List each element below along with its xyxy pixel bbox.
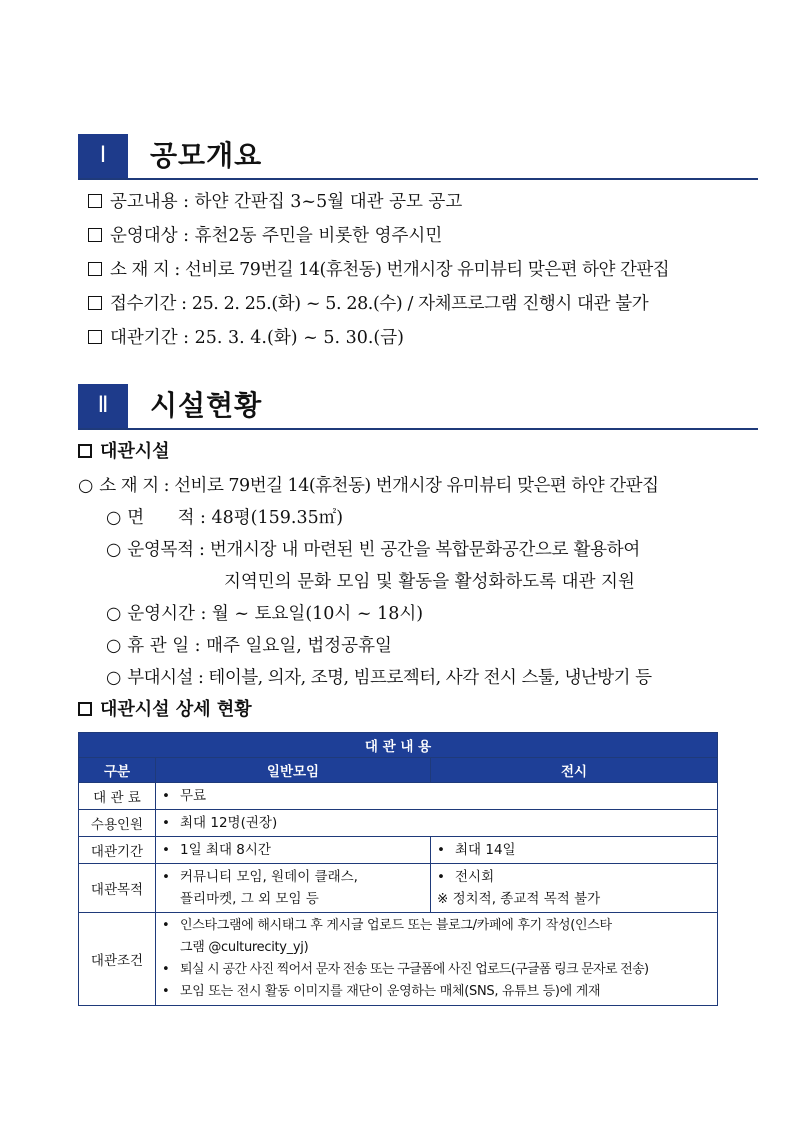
row-label-period: 대관기간 (79, 837, 156, 864)
facility-amenities: ○ 부대시설 : 테이블, 의자, 조명, 빔프로젝터, 사각 전시 스툴, 냉난방기 등 (106, 668, 652, 688)
checkbox-square-icon (88, 194, 102, 208)
section-1-header (78, 134, 758, 180)
checkbox-square-icon (88, 296, 102, 310)
circle-bullet-icon: ○ (106, 540, 122, 560)
section-1-number: Ⅰ (78, 134, 128, 178)
row-label-capacity: 수용인원 (79, 810, 156, 837)
checkbox-square-icon (88, 262, 102, 276)
table-row (79, 783, 718, 810)
overview-item-rental-period: 대관기간 : 25. 3. 4.(화) ~ 5. 30.(금) (88, 326, 404, 350)
row-value-purpose-general: • 커뮤니티 모임, 원데이 클래스, 플리마켓, 그 외 모임 등 (156, 864, 431, 913)
section-2-title: 시설현황 (150, 389, 263, 422)
overview-item-notice: 공고내용 : 하얀 간판집 3~5월 대관 공모 공고 (88, 190, 462, 214)
table-row (79, 913, 718, 1006)
table-header-exhibit: 전시 (431, 758, 718, 783)
facility-location: ○ 소 재 지 : 선비로 79번길 14(휴천동) 번개시장 유미뷰티 맞은편 하얀 간판집 (78, 476, 659, 496)
row-value-fee: • 무료 (156, 783, 718, 810)
checkbox-square-icon (78, 702, 92, 716)
facility-purpose-cont: 지역민의 문화 모임 및 활동을 활성화하도록 대관 지원 (224, 572, 635, 592)
checkbox-square-icon (88, 228, 102, 242)
row-value-period-general: • 1일 최대 8시간 (156, 837, 431, 864)
table-header-rental-content: 대 관 내 용 (79, 733, 718, 758)
facility-hours: ○ 운영시간 : 월 ~ 토요일(10시 ~ 18시) (106, 604, 424, 624)
table-row (79, 810, 718, 837)
overview-item-application: 접수기간 : 25. 2. 25.(화) ~ 5. 28.(수) / 자체프로그램 진행시 대관 불가 (88, 292, 648, 316)
facility-area: ○ 면 적 : 48평(159.35㎡) (106, 508, 344, 528)
checkbox-square-icon (88, 330, 102, 344)
circle-bullet-icon: ○ (106, 636, 122, 656)
row-label-fee: 대 관 료 (79, 783, 156, 810)
row-label-purpose: 대관목적 (79, 864, 156, 913)
circle-bullet-icon: ○ (106, 508, 122, 528)
row-value-period-exhibit: • 최대 14일 (431, 837, 718, 864)
facility-detail-subheading: 대관시설 상세 현황 (78, 698, 252, 722)
checkbox-square-icon (78, 444, 92, 458)
rental-detail-table (78, 732, 718, 1006)
table-row (79, 837, 718, 864)
row-label-conditions: 대관조건 (79, 913, 156, 1006)
table-header-general: 일반모임 (156, 758, 431, 783)
overview-item-location: 소 재 지 : 선비로 79번길 14(휴천동) 번개시장 유미뷰티 맞은편 하얀 간판집 (88, 258, 669, 282)
overview-item-target: 운영대상 : 휴천2동 주민을 비롯한 영주시민 (88, 224, 442, 248)
row-value-conditions: • 인스타그램에 해시태그 후 게시글 업로드 또는 블로그/카페에 후기 작성(인스타 그램 @culturecity_yj) • 퇴실 시 공간 사진 찍어서 문자 전송 또는 구글폼에 사진 업로드(구글폼 링크 문자로 전송) • 모임 또는 전시 활동 이미지를 재단이 운영하는 매체(SNS, 유튜브 등)에 게재 (156, 913, 718, 1006)
table-header-category: 구분 (79, 758, 156, 783)
section-2-header (78, 384, 758, 430)
facility-subheading: 대관시설 (78, 440, 170, 464)
row-value-capacity: • 최대 12명(권장) (156, 810, 718, 837)
table-row (79, 864, 718, 913)
circle-bullet-icon: ○ (106, 668, 122, 688)
row-value-purpose-exhibit: • 전시회 ※ 정치적, 종교적 목적 불가 (431, 864, 718, 913)
circle-bullet-icon: ○ (78, 476, 94, 496)
section-2-number: Ⅱ (78, 384, 128, 428)
circle-bullet-icon: ○ (106, 604, 122, 624)
facility-purpose: ○ 운영목적 : 번개시장 내 마련된 빈 공간을 복합문화공간으로 활용하여 (106, 540, 640, 560)
section-1-title: 공모개요 (150, 139, 263, 172)
facility-closed-days: ○ 휴 관 일 : 매주 일요일, 법정공휴일 (106, 636, 392, 656)
